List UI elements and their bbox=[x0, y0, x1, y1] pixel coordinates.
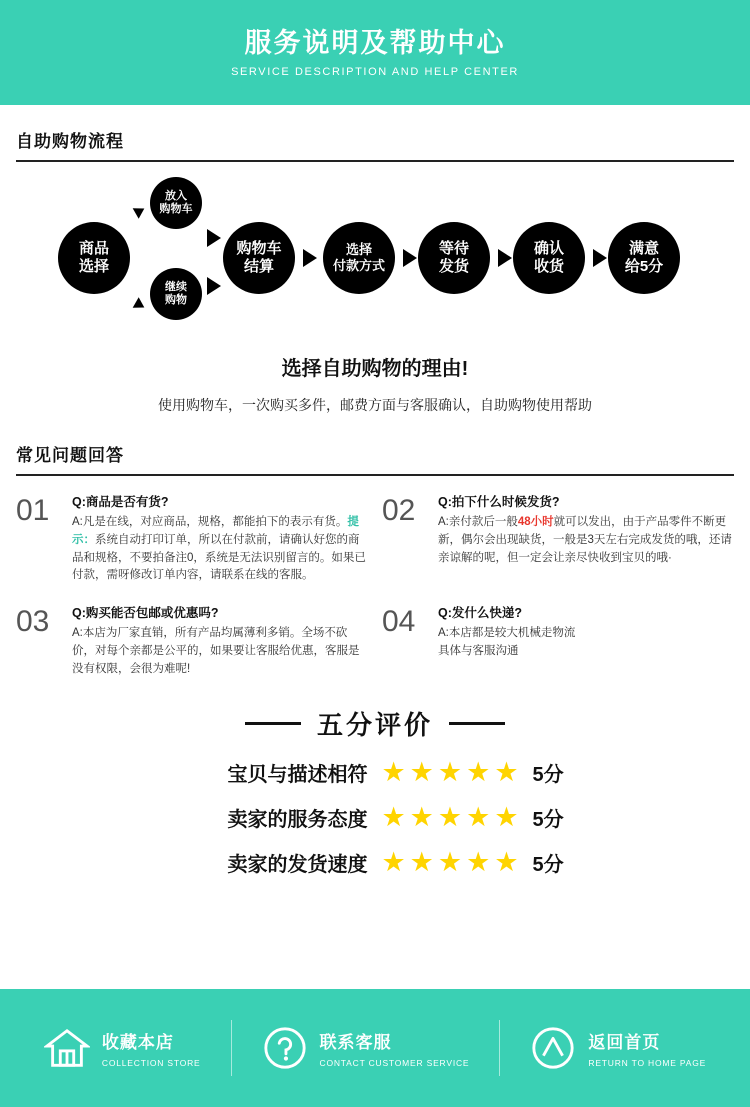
footer-label-cn: 返回首页 bbox=[588, 1033, 661, 1052]
flow-step-cart-checkout bbox=[223, 222, 295, 294]
rating-score: 5分 bbox=[532, 763, 564, 786]
flow-step-line: 付款方式 bbox=[332, 258, 385, 273]
flow-step-line: 满意 bbox=[628, 240, 659, 257]
rating-stars bbox=[381, 801, 519, 832]
flow-step-line: 商品 bbox=[78, 240, 109, 257]
star-icon: ★ bbox=[466, 801, 491, 832]
faq-answer-part: 就可以发出，由于产品零件不断更新，偶尔会出现缺货，一般是3天左右完成发货的哦，还请亲谅解的呢，但一定会让亲尽快收到宝贝的哦· bbox=[438, 516, 732, 564]
rating-label: 卖家的服务态度 bbox=[227, 808, 368, 831]
flow-step-line: 继续 bbox=[165, 280, 187, 293]
star-icon: ★ bbox=[466, 756, 491, 787]
star-icon: ★ bbox=[381, 801, 406, 832]
faq-question: Q:发什么快递? bbox=[438, 606, 523, 621]
flow-step-wait-shipping bbox=[418, 222, 490, 294]
flow-arrow-icon bbox=[593, 249, 607, 267]
up-arrow-icon bbox=[530, 1025, 576, 1071]
flow-step-line: 选择 bbox=[345, 242, 372, 258]
faq-item bbox=[382, 492, 734, 585]
reason-title: 选择自助购物的理由! bbox=[281, 358, 469, 380]
flow-step-line: 发货 bbox=[438, 258, 469, 275]
faq-answer bbox=[438, 514, 734, 567]
flow-step-line: 选择 bbox=[78, 258, 109, 275]
flow-arrow-icon bbox=[207, 277, 221, 295]
flow-step-line: 确认 bbox=[533, 240, 564, 257]
faq-item bbox=[382, 603, 734, 678]
faq-item bbox=[16, 603, 368, 678]
faq-answer-part: A:亲付款后一般 bbox=[438, 516, 518, 528]
rating-label: 宝贝与描述相符 bbox=[227, 763, 368, 786]
footer-return-home-labels bbox=[588, 1028, 706, 1068]
star-icon: ★ bbox=[494, 756, 519, 787]
rating-stars bbox=[381, 846, 519, 877]
flow-arrow-icon bbox=[403, 249, 417, 267]
rating-header bbox=[0, 705, 750, 742]
rating-score: 5分 bbox=[532, 808, 564, 831]
star-icon: ★ bbox=[409, 756, 434, 787]
star-icon: ★ bbox=[437, 756, 463, 787]
faq-item bbox=[16, 492, 368, 585]
footer-label-en: CONTACT CUSTOMER SERVICE bbox=[319, 1058, 470, 1068]
page-header bbox=[0, 0, 750, 105]
faq-answer bbox=[72, 625, 368, 678]
faq-answer-tip: 提示： bbox=[72, 516, 359, 546]
shopping-flow-section-header bbox=[16, 105, 734, 162]
flow-step-line: 购物车 bbox=[159, 203, 193, 215]
footer-label-en: COLLECTION STORE bbox=[101, 1058, 201, 1068]
footer-collection-store-labels bbox=[102, 1028, 201, 1068]
star-icon: ★ bbox=[381, 756, 406, 787]
faq-answer bbox=[72, 514, 368, 585]
flow-step-select-product bbox=[58, 222, 130, 294]
footer-label-en: RETURN TO HOME PAGE bbox=[588, 1058, 707, 1068]
flow-step-five-star-rating bbox=[608, 222, 680, 294]
faq-question: Q:商品是否有货? bbox=[72, 495, 169, 509]
flow-step-continue-shopping bbox=[150, 268, 202, 320]
star-icon: ★ bbox=[409, 801, 434, 832]
faq-answer-highlight: 48小时 bbox=[517, 516, 554, 528]
reason-subtitle: 使用购物车，一次购买多件，邮费方面与客服确认，自助购物使用帮助 bbox=[158, 397, 592, 413]
faq-number: 01 bbox=[16, 494, 50, 527]
flow-step-line: 收货 bbox=[533, 258, 564, 275]
shopping-flow-diagram bbox=[0, 168, 750, 348]
faq-number: 04 bbox=[382, 605, 416, 639]
rating-divider-right bbox=[449, 722, 505, 725]
flow-step-line: 购物车 bbox=[236, 240, 282, 257]
faq-answer-part: A:本店都是较大机械走物流 bbox=[438, 627, 576, 640]
flow-arrow-icon bbox=[133, 297, 148, 312]
flow-arrow-icon bbox=[303, 249, 317, 267]
star-icon: ★ bbox=[437, 846, 463, 877]
star-icon: ★ bbox=[381, 846, 406, 877]
star-icon: ★ bbox=[437, 801, 463, 832]
rating-divider-left bbox=[245, 722, 301, 725]
footer-label-cn: 联系客服 bbox=[319, 1033, 392, 1052]
page-footer bbox=[0, 989, 750, 1107]
faq-list bbox=[16, 492, 734, 679]
flow-step-line: 等待 bbox=[438, 240, 469, 257]
page-subtitle: SERVICE DESCRIPTION AND HELP CENTER bbox=[231, 66, 519, 79]
rating-title: 五分评价 bbox=[316, 709, 433, 740]
flow-step-line: 放入 bbox=[165, 189, 187, 202]
faq-answer bbox=[438, 625, 734, 661]
faq-answer-part: 系统自动打印订单，所以在付款前，请确认好您的商品和规格，不要拍备注0，系统是无法识别留言的。如果已付款，需呀修改订单内容，请联系在线的客服。 bbox=[72, 533, 366, 582]
shopping-flow-title: 自助购物流程 bbox=[16, 132, 124, 151]
flow-arrow-icon bbox=[498, 249, 512, 267]
flow-arrow-icon bbox=[133, 203, 148, 218]
rating-row bbox=[0, 803, 750, 832]
star-icon: ★ bbox=[494, 801, 519, 832]
question-mark-icon bbox=[262, 1025, 308, 1071]
faq-answer-part: 具体与客服沟通 bbox=[438, 645, 519, 658]
rating-score: 5分 bbox=[532, 853, 564, 876]
star-icon: ★ bbox=[494, 846, 519, 877]
faq-question: Q:拍下什么时候发货? bbox=[438, 495, 560, 509]
star-icon: ★ bbox=[409, 846, 434, 877]
home-store-icon bbox=[44, 1025, 90, 1071]
faq-question: Q:购买能否包邮或优惠吗? bbox=[72, 606, 219, 621]
footer-contact-service[interactable] bbox=[232, 1025, 500, 1071]
footer-return-home[interactable] bbox=[500, 1025, 736, 1071]
rating-label: 卖家的发货速度 bbox=[227, 853, 368, 876]
faq-title: 常见问题回答 bbox=[16, 446, 124, 465]
faq-answer-part: A:本店为厂家直销，所有产品均属薄利多销。全场不砍价，对每个亲都是公平的，如果要让客服给优惠，客服是没有权限，会很为难呢! bbox=[72, 627, 360, 675]
flow-step-line: 购物 bbox=[165, 294, 187, 306]
footer-collection-store[interactable] bbox=[14, 1025, 231, 1071]
flow-step-choose-payment bbox=[323, 222, 395, 294]
flow-step-line: 给5分 bbox=[624, 258, 664, 275]
rating-row bbox=[0, 758, 750, 787]
flow-step-line: 结算 bbox=[243, 258, 274, 275]
star-icon: ★ bbox=[466, 846, 491, 877]
footer-contact-service-labels bbox=[320, 1028, 470, 1068]
page-title: 服务说明及帮助中心 bbox=[244, 27, 506, 58]
footer-label-cn: 收藏本店 bbox=[101, 1033, 174, 1052]
rating-row bbox=[0, 848, 750, 877]
flow-step-confirm-receipt bbox=[513, 222, 585, 294]
rating-rows bbox=[0, 758, 750, 877]
faq-answer-part: A:凡是在线，对应商品，规格，都能拍下的表示有货。 bbox=[72, 516, 348, 528]
faq-number: 02 bbox=[382, 494, 416, 527]
flow-step-add-to-cart bbox=[150, 177, 202, 229]
rating-stars bbox=[381, 756, 519, 787]
faq-section-header bbox=[16, 415, 734, 476]
flow-arrow-icon bbox=[207, 229, 221, 247]
faq-number: 03 bbox=[16, 605, 50, 639]
